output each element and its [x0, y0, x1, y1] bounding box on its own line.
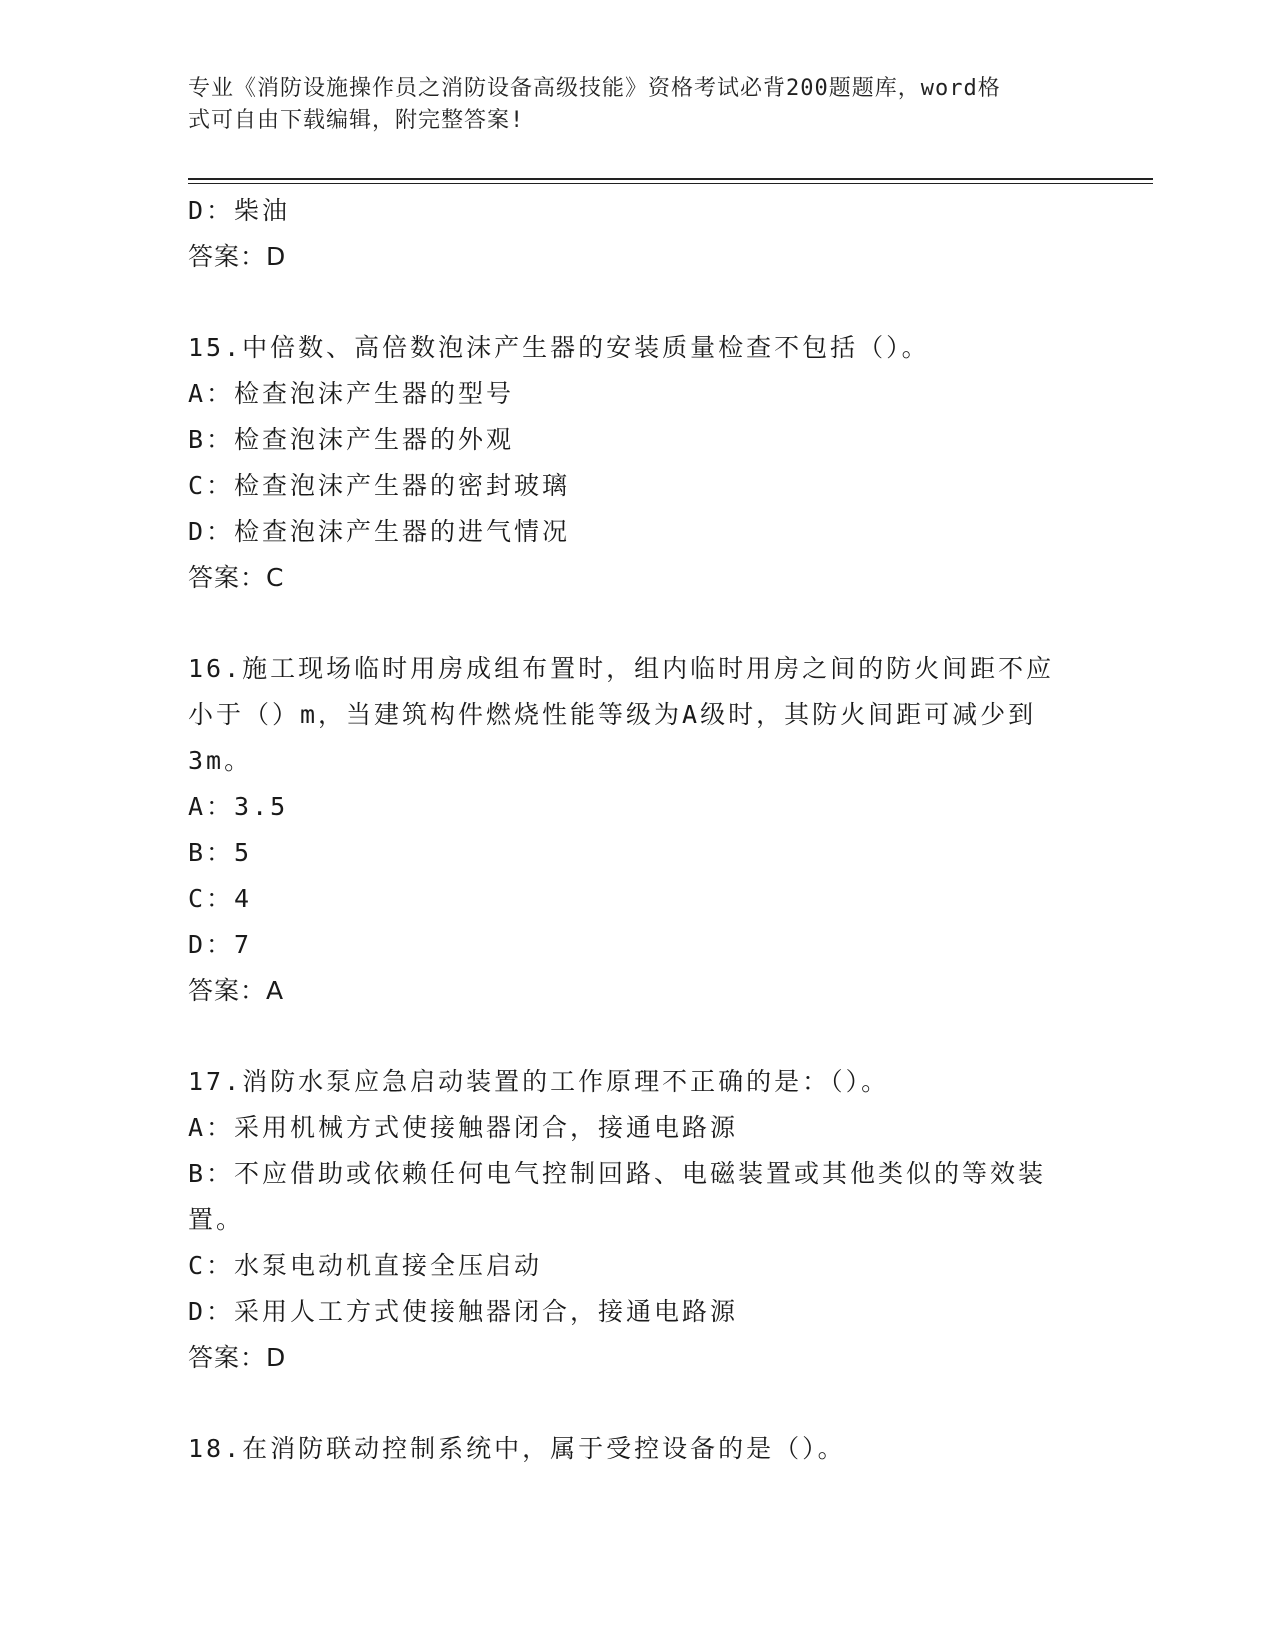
question-18 [188, 1426, 1088, 1472]
answer: 答案：A [188, 976, 285, 1005]
question-text: 15.中倍数、高倍数泡沫产生器的安装质量检查不包括（）。 [188, 333, 930, 362]
option-d: D：7 [188, 930, 253, 959]
question-16 [188, 646, 1088, 1014]
spacer [188, 1014, 1088, 1059]
option-b: B：检查泡沫产生器的外观 [188, 425, 515, 454]
option-d: D：检查泡沫产生器的进气情况 [188, 517, 571, 546]
header-rule-thick [188, 178, 1153, 180]
option-a: A：3.5 [188, 792, 289, 821]
option-c: C：水泵电动机直接全压启动 [188, 1251, 543, 1280]
option-a: A：检查泡沫产生器的型号 [188, 379, 515, 408]
option-c: C：4 [188, 884, 253, 913]
answer: 答案：D [188, 1343, 287, 1372]
option-d: D：柴油 [188, 196, 291, 225]
answer: 答案：C [188, 563, 285, 592]
header-line-1: 专业《消防设施操作员之消防设备高级技能》资格考试必背200题题库，word格 [188, 76, 1001, 101]
option-d: D：采用人工方式使接触器闭合，接通电路源 [188, 1297, 739, 1326]
option-c: C：检查泡沫产生器的密封玻璃 [188, 471, 571, 500]
option-a: A：采用机械方式使接触器闭合，接通电路源 [188, 1113, 739, 1142]
question-text-line-3: 3m。 [188, 746, 253, 775]
previous-question-tail [188, 188, 1088, 280]
option-b-line-1: B：不应借助或依赖任何电气控制回路、电磁装置或其他类似的等效装 [188, 1159, 1047, 1188]
header-rule-thin [188, 183, 1153, 184]
option-b: B：5 [188, 838, 253, 867]
spacer [188, 1381, 1088, 1426]
question-17 [188, 1059, 1088, 1381]
question-text-line-1: 16.施工现场临时用房成组布置时，组内临时用房之间的防火间距不应 [188, 654, 1055, 683]
page-header [188, 73, 1068, 137]
question-text-line-2: 小于（）m，当建筑构件燃烧性能等级为A级时，其防火间距可减少到 [188, 700, 1037, 729]
header-line-2: 式可自由下载编辑，附完整答案! [188, 108, 525, 133]
spacer [188, 601, 1088, 646]
question-text: 17.消防水泵应急启动装置的工作原理不正确的是：（）。 [188, 1067, 890, 1096]
spacer [188, 280, 1088, 325]
option-b-line-2: 置。 [188, 1205, 245, 1234]
document-body [188, 188, 1088, 1472]
question-15 [188, 325, 1088, 601]
question-text: 18.在消防联动控制系统中，属于受控设备的是（）。 [188, 1434, 846, 1463]
answer: 答案：D [188, 242, 287, 271]
